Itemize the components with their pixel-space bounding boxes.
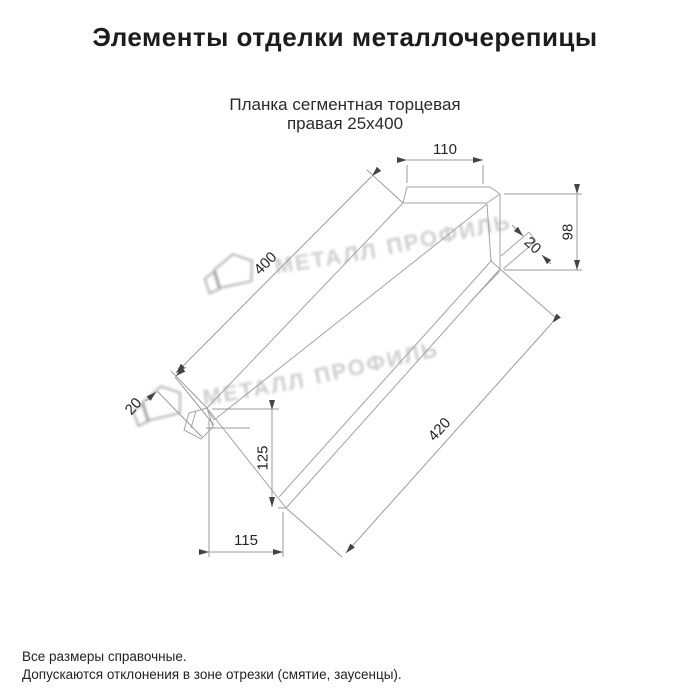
strip-bottom-fold (279, 260, 492, 497)
subtitle-line-1: Планка сегментная торцевая (229, 95, 461, 114)
dimension-left-hem-20 (122, 367, 214, 437)
strip-right-end-inner (487, 204, 500, 269)
extension-lines (171, 170, 403, 408)
footer-note-2: Допускаются отклонения в зоне отрезки (смятие, заусенцы). (22, 667, 402, 682)
dimension-value: 20 (520, 233, 545, 258)
page-title: Элементы отделки металлочерепицы (92, 22, 598, 52)
strip-left-end-edge (207, 408, 286, 508)
strip-right-hem-end (470, 271, 500, 302)
dimension-value: 400 (250, 248, 281, 279)
extension-lines (286, 269, 556, 557)
dimension-value: 125 (254, 445, 272, 471)
footer-notes (22, 648, 402, 684)
watermark-word-2: ПРОФИЛЬ (311, 336, 442, 390)
dimension-value: 110 (433, 141, 457, 158)
dimension-bottom-length-420 (286, 269, 556, 557)
dimension-value: 420 (424, 414, 455, 445)
dimension-value: 115 (234, 532, 258, 549)
footer-note-1: Все размеры справочные. (22, 649, 187, 664)
strip-left-hem-crease (191, 411, 196, 428)
arrow-leader (512, 225, 523, 236)
dimension-top-width-110 (407, 141, 483, 184)
strip-top-edge (207, 203, 403, 408)
extension-lines (407, 165, 483, 184)
subtitle-line-2: правая 25х400 (286, 114, 404, 133)
strip-top-fold (214, 204, 487, 420)
dimension-line (176, 176, 372, 373)
watermark-word-2: ПРОФИЛЬ (384, 208, 514, 260)
watermark-word-1: МЕТАЛЛ (200, 367, 308, 411)
watermark-word-1: МЕТАЛЛ (272, 237, 380, 279)
arrow-leader (146, 392, 156, 401)
strip-bottom-edge (286, 269, 500, 508)
strip-outline (184, 187, 536, 508)
strip-top-face-near-edge (403, 194, 500, 203)
dimension-top-length-400 (171, 170, 403, 408)
dimension-line (346, 323, 552, 553)
strip-top-face-far-edge (403, 187, 500, 203)
dimension-value: 98 (559, 223, 577, 241)
dimension-right-hem-20 (512, 225, 551, 264)
dimension-value: 20 (121, 394, 146, 419)
arrow-leader (542, 255, 551, 264)
